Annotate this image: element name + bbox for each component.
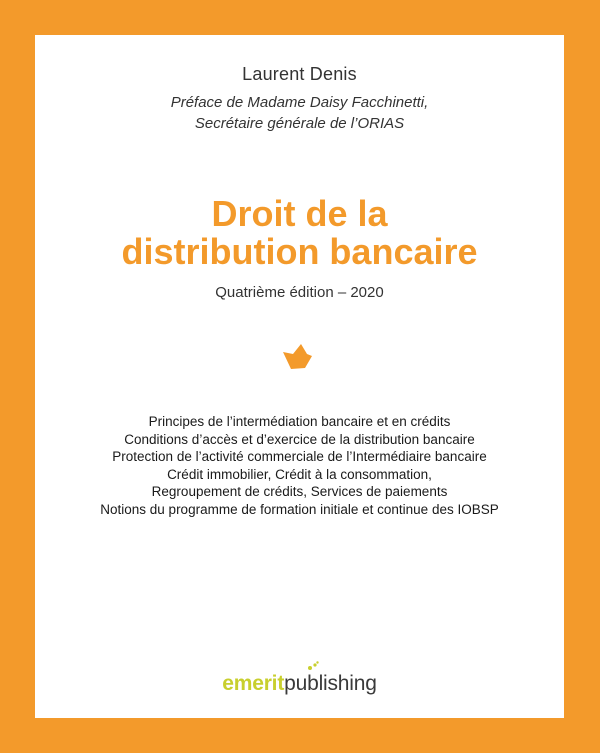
author-name: Laurent Denis [242, 64, 357, 84]
topic-item: Crédit immobilier, Crédit à la consommation, [167, 466, 432, 482]
book-title [35, 195, 564, 271]
topic-item: Notions du programme de formation initiale et continue des IOBSP [100, 501, 499, 517]
publisher-logo [35, 672, 564, 696]
preface-line: Préface de Madame Daisy Facchinetti, [170, 94, 429, 111]
edition-label: Quatrième édition – 2020 [215, 284, 384, 301]
preface-line: Secrétaire générale de l’ORIAS [194, 115, 405, 132]
publisher-brand: emerit [222, 672, 285, 695]
publisher-logo-dots-icon [307, 661, 319, 671]
topic-item: Conditions d’accès et d’exercice de la distribution bancaire [124, 431, 475, 447]
title-line: Droit de la [211, 193, 388, 234]
topic-item: Protection de l’activité commerciale de l’Intermédiaire bancaire [112, 449, 487, 464]
topic-item: Regroupement de crédits, Services de paiements [151, 484, 448, 499]
orange-emblem-icon [283, 344, 313, 370]
book-cover [35, 35, 564, 718]
preface-note [35, 92, 564, 134]
topic-item: Principes de l’intermédiation bancaire et en crédits [148, 414, 451, 429]
title-line: distribution bancaire [121, 231, 478, 272]
publisher-tail: publishing [284, 672, 377, 695]
topics-list [35, 413, 564, 518]
